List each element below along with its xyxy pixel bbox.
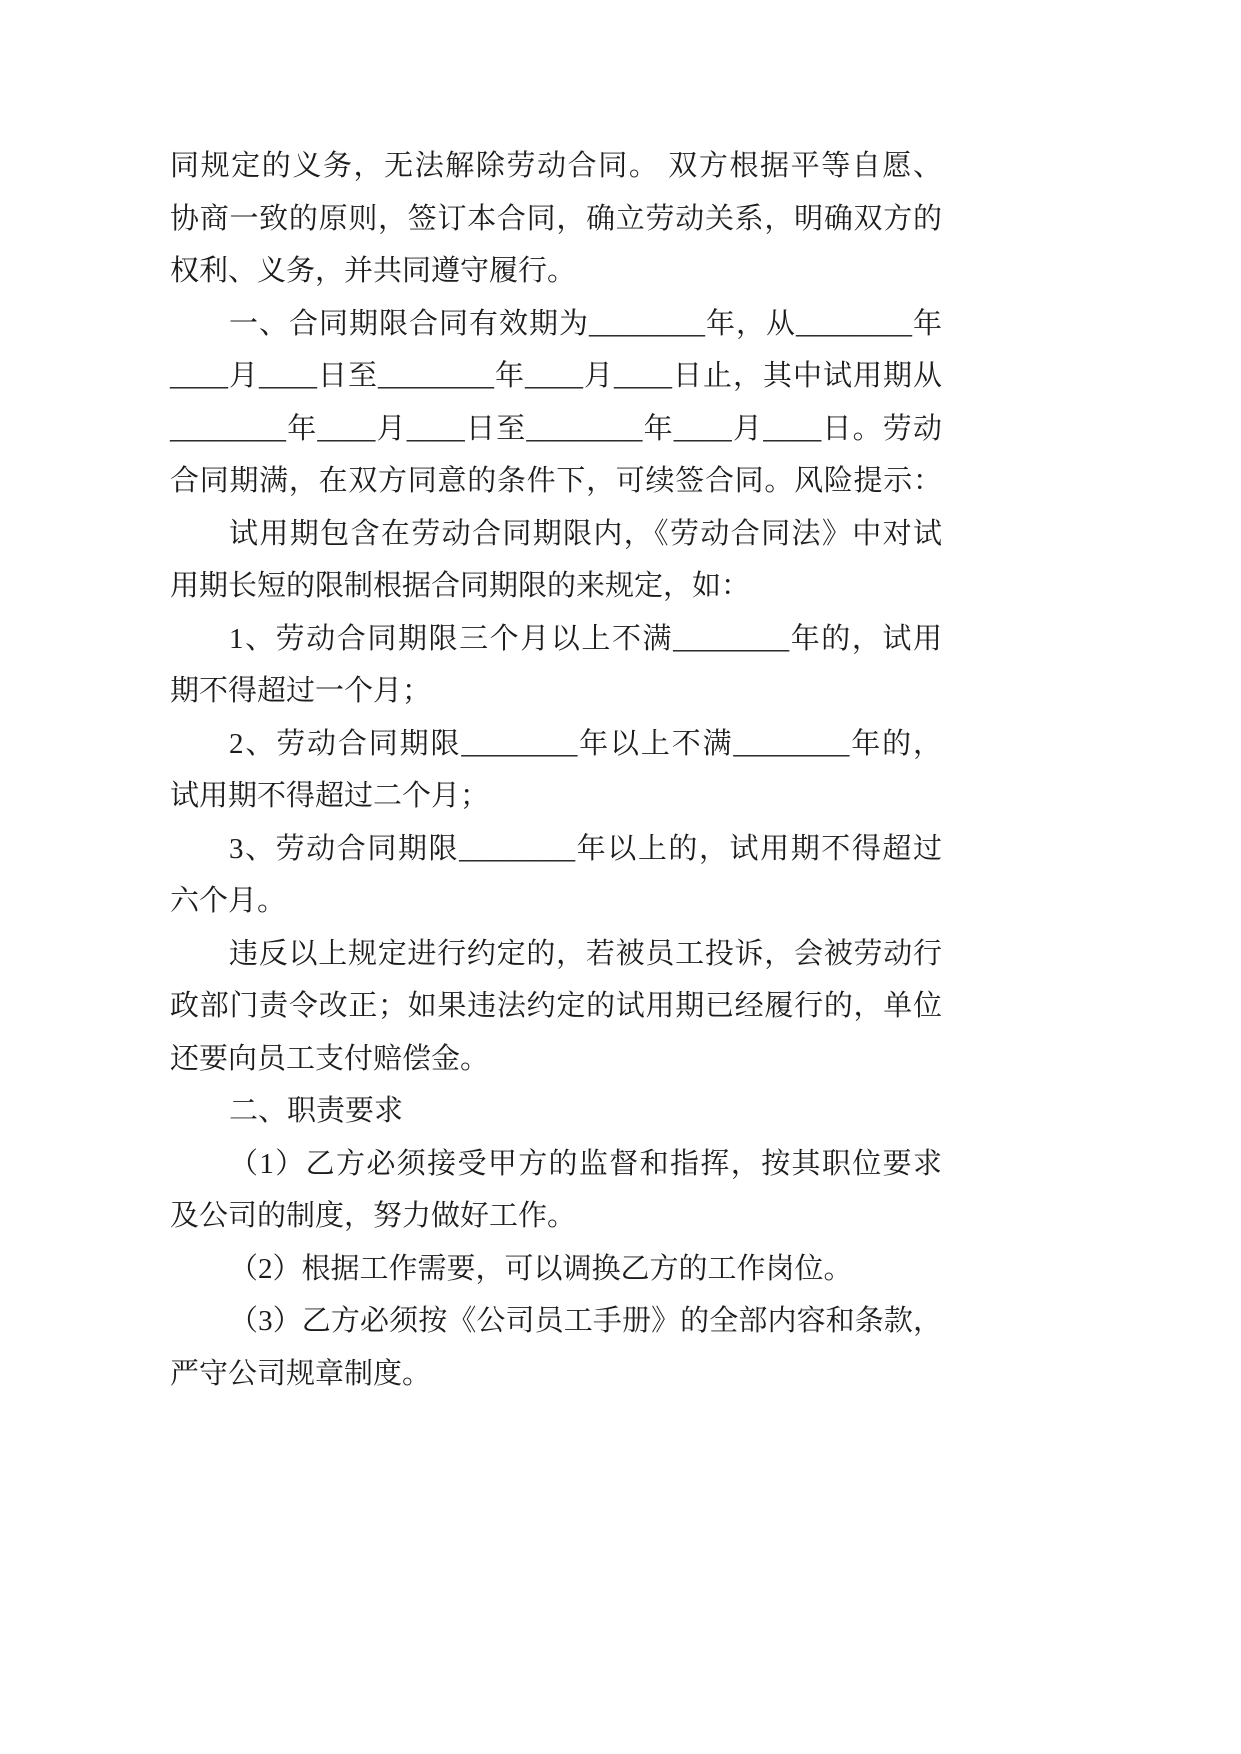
text-line: 六个月。 [170, 885, 287, 917]
paragraph-violation-penalty [170, 928, 942, 1086]
text-line: 试用期不得超过二个月； [170, 780, 490, 812]
text-line: 期不得超过一个月； [170, 675, 432, 707]
text-line: ________年____月____日至________年____月____日。劳动 [170, 412, 942, 445]
text-line: 还要向员工支付赔偿金。 [170, 1042, 490, 1075]
probation-rule-3 [170, 823, 942, 928]
text-line: 协商一致的原则，签订本合同，确立劳动关系，明确双方的 [170, 202, 942, 235]
text-line: 严守公司规章制度。 [170, 1357, 432, 1390]
text-line: （3）乙方必须按《公司员工手册》的全部内容和条款， [229, 1305, 942, 1337]
paragraph-mutual-agreement [170, 140, 942, 298]
probation-rule-2 [170, 718, 942, 823]
text-line: ____月____日至________年____月____日止，其中试用期从 [170, 360, 942, 392]
text-line: 违反以上规定进行约定的，若被员工投诉，会被劳动行 [229, 937, 942, 970]
duty-item-1 [170, 1138, 942, 1243]
text-line: 权利、义务，并共同遵守履行。 [170, 255, 577, 287]
duty-item-3 [170, 1295, 942, 1400]
text-line: 同规定的义务，无法解除劳动合同。 双方根据平等自愿、 [170, 150, 942, 182]
text-line: 合同期满，在双方同意的条件下，可续签合同。风险提示： [170, 465, 942, 497]
text-line: 用期长短的限制根据合同期限的来规定，如： [170, 570, 751, 602]
text-line: （2）根据工作需要，可以调换乙方的工作岗位。 [229, 1252, 853, 1285]
text-line: （1）乙方必须接受甲方的监督和指挥，按其职位要求 [229, 1147, 942, 1180]
duty-item-2 [170, 1243, 942, 1296]
text-line: 1、劳动合同期限三个月以上不满________年的，试用 [229, 622, 942, 655]
text-line: 政部门责令改正；如果违法约定的试用期已经履行的，单位 [170, 990, 942, 1022]
document-body [170, 140, 942, 1400]
text-line: 及公司的制度，努力做好工作。 [170, 1200, 577, 1232]
probation-rule-1 [170, 613, 942, 718]
clause-contract-term [170, 298, 942, 508]
paragraph-probation-notice [170, 508, 942, 613]
text-line: 试用期包含在劳动合同期限内，《劳动合同法》中对试 [229, 517, 942, 550]
section-heading-duties [170, 1085, 942, 1138]
section-heading: 二、职责要求 [229, 1095, 404, 1127]
text-line: 2、劳动合同期限________年以上不满________年的， [229, 727, 942, 760]
text-line: 一、合同期限合同有效期为________年，从________年 [229, 307, 942, 340]
text-line: 3、劳动合同期限________年以上的，试用期不得超过 [229, 832, 942, 865]
